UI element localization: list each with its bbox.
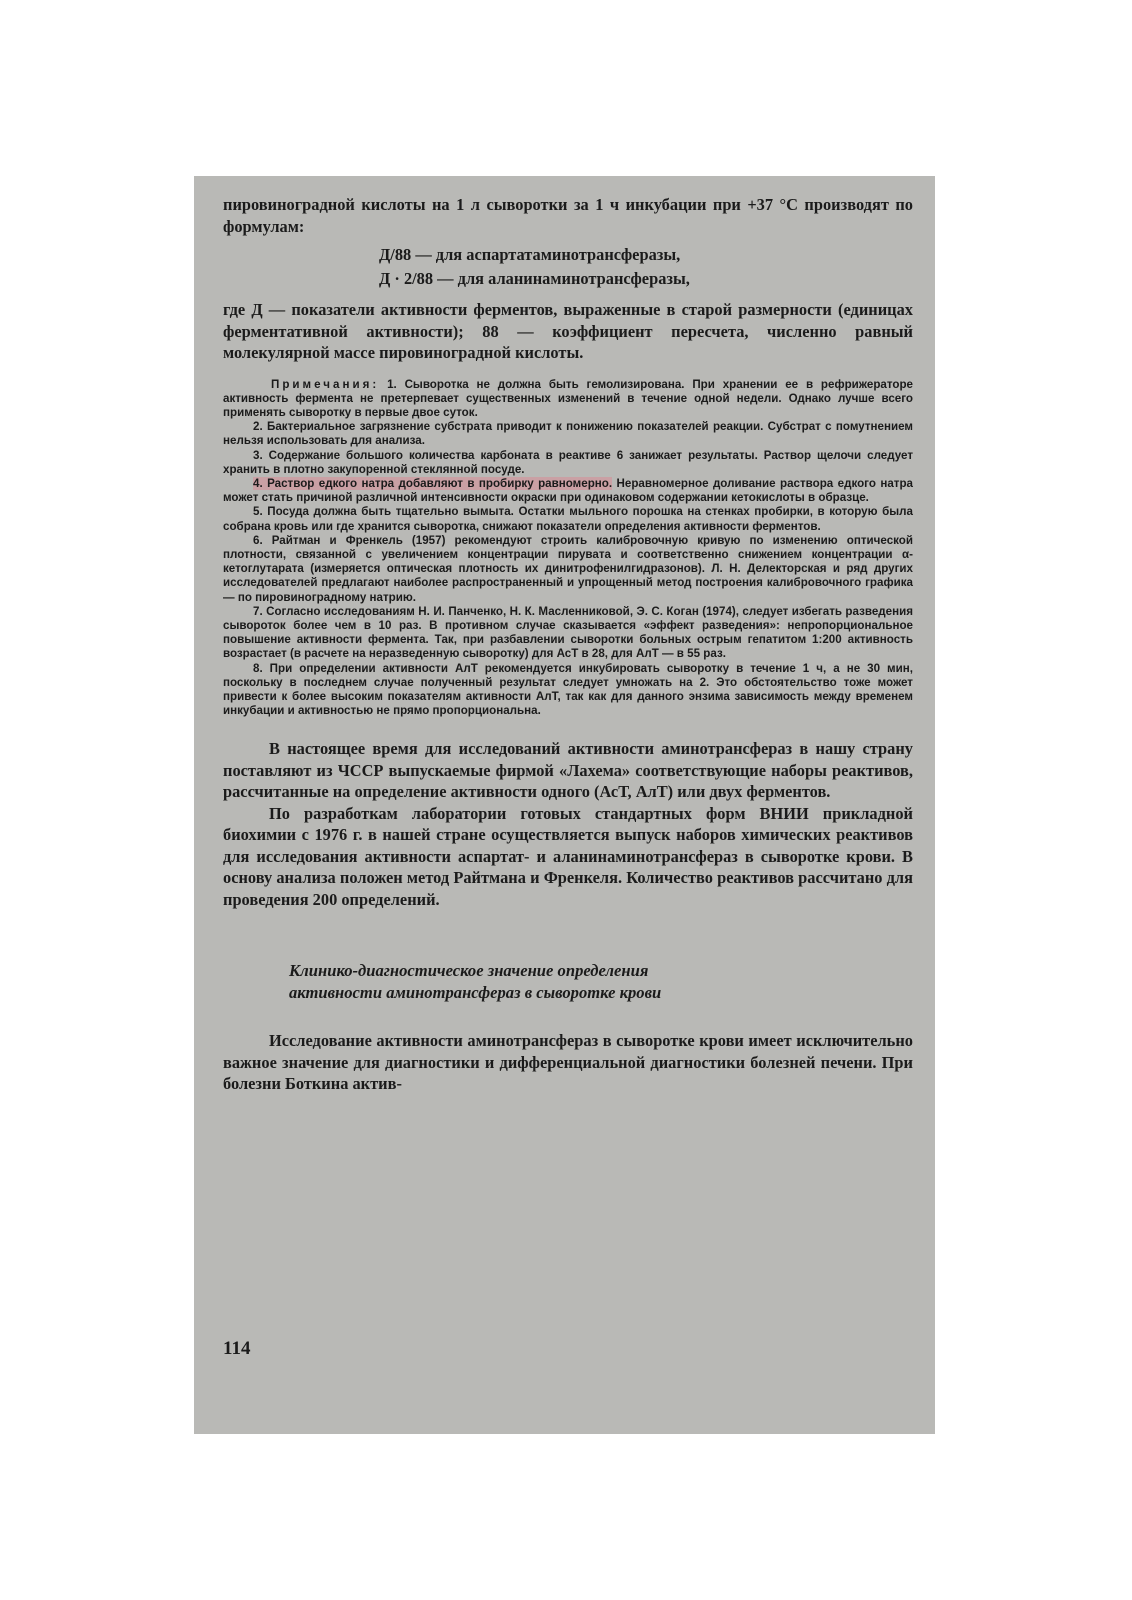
section-heading-line-1: Клинико-диагностическое значение определения [289,961,649,981]
page-number: 114 [223,1338,251,1359]
notes-label: Примечания: [271,377,380,391]
body-paragraph-1: В настоящее время для исследований активности аминотрансфераз в нашу страну поставляют из ЧССР выпускаемые фирмой «Лахема» соответствующие наборы реактивов, рассчитанные на определение активности одного (АсТ, АлТ) или двух ферментов. [223,739,913,802]
note-3: 3. Содержание большого количества карбоната в реактиве 6 занижает результаты. Раствор щелочи следует хранить в плотно закупоренной стеклянной посуде. [223,448,913,476]
note-5: 5. Посуда должна быть тщательно вымыта. Остатки мыльного порошка на стенках пробирки, в которую была собрана кровь или где хранится сыворотка, снижают показатели определения активности ферментов. [223,505,913,533]
body-paragraph-2: По разработкам лаборатории готовых стандартных форм ВНИИ прикладной биохимии с 1976 г. в нашей стране осуществляется выпуск наборов химических реактивов для исследования активности аспартат- и аланинаминотрансфераз в сыворотке крови. В основу анализа положен метод Райтмана и Френкеля. Количество реактивов рассчитано для проведения 200 определений. [223,803,913,909]
formula-ast: Д/88 — для аспартатаминотрансферазы, [379,245,681,264]
section-heading-line-2: активности аминотрансфераз в сыворотке крови [289,983,662,1003]
section-paragraph: Исследование активности аминотрансфераз в сыворотке крови имеет исключительно важное значение для диагностики и дифференциальной диагностики болезней печени. При болезни Боткина актив- [223,1031,913,1094]
notes-section [223,378,913,719]
formula-explanation: где Д — показатели активности ферментов, выраженные в старой размерности (единицах ферментативной активности); 88 — коэффициент пересчета, численно равный молекулярной массе пировиноградной кислоты. [223,300,913,362]
note-4-text: Неравномерное доливание раствора едкого натра может стать причиной различной интенсивности окраски при одинаковом содержании кетокислоты в образце. [223,476,913,505]
book-page [194,176,935,1434]
intro-text: пировиноградной кислоты на 1 л сыворотки за 1 ч инкубации при +37 °С производят по формулам: [223,195,913,236]
formula-block [379,243,913,291]
note-7: 7. Согласно исследованиям Н. И. Панченко, Н. К. Масленниковой, Э. С. Коган (1974), следует избегать разведения сывороток более чем в 10 раз. В противном случае сказывается «эффект разведения»: непропорциональное повышение активности фермента. Так, при разбавлении сыворотки больных острым гепатитом 1:200 активность возрастает (в расчете на неразведенную сыворотку) для АсТ в 28, для АлТ — в 55 раз. [223,604,913,661]
note-1-text: 1. Сыворотка не должна быть гемолизирована. При хранении ее в рефрижераторе активность фермента не претерпевает существенных изменений в течение одной недели. Однако лучше всего применять сыворотку в первые двое суток. [223,377,913,419]
note-6: 6. Райтман и Френкель (1957) рекомендуют строить калибровочную кривую по изменению оптической плотности, связанной с увеличением концентрации пирувата и соответственно снижением концентрации α-кетоглутарата (измеряется оптическая плотность их динитрофенилгидразонов). Л. Н. Делекторская и ряд других исследователей предлагают наиболее распространенный и упрощенный метод построения калибровочного графика — по пировиноградному натрию. [223,533,913,604]
note-1 [223,378,913,421]
formula-alt: Д · 2/88 — для аланинаминотрансферазы, [379,269,690,288]
note-4-highlighted-text: 4. Раствор едкого натра добавляют в пробирку равномерно. [253,476,613,490]
note-2: 2. Бактериальное загрязнение субстрата приводит к понижению показателей реакции. Субстрат с помутнением нельзя использовать для анализа. [223,420,913,448]
note-8: 8. При определении активности АлТ рекомендуется инкубировать сыворотку в течение 1 ч, а не 30 мин, поскольку в последнем случае полученный результат следует умножать на 2. Это обстоятельство тоже может привести к более высоким показателям активности АлТ, так как для данного энзима зависимость между временем инкубации и активностью не прямо пропорциональна. [223,661,913,718]
section-heading [289,960,913,1004]
note-4 [223,477,913,505]
